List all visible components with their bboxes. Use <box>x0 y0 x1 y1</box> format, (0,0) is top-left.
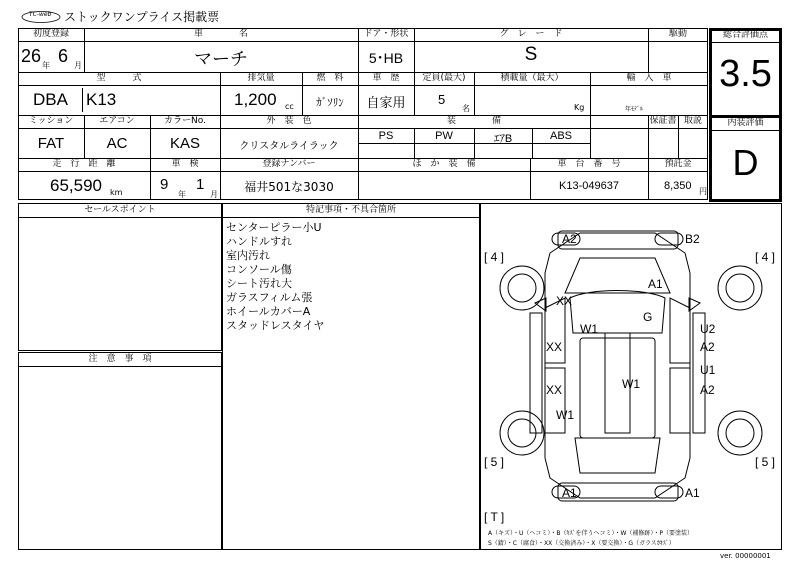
exterior-color: クリスタルライラック <box>239 141 339 152</box>
ac-label: エアコン <box>99 116 135 126</box>
fuel: ｶﾞｿﾘﾝ <box>316 96 344 109</box>
color-no-label: カラーNo. <box>164 116 206 126</box>
car-name: マーチ <box>194 49 248 70</box>
remark-item: ハンドルすれ <box>226 235 292 248</box>
damage-mark: U2 <box>700 322 716 336</box>
drive-label: 駆動 <box>668 29 687 39</box>
damage-mark: U1 <box>700 363 716 377</box>
equip-item: PS <box>378 130 394 142</box>
first-reg-year: 26 <box>21 46 42 66</box>
damage-mark: G <box>643 310 653 324</box>
interior-score: D <box>732 142 759 183</box>
remark-item: ホイールカバーA <box>226 305 311 318</box>
damage-mark: A1 <box>648 277 663 291</box>
overall-score: 3.5 <box>719 53 772 95</box>
displacement-label: 排気量 <box>247 73 275 83</box>
notes-box <box>18 352 222 550</box>
first-reg-label: 初度登録 <box>32 29 69 39</box>
inspection-label: 車 検 <box>171 159 199 169</box>
notes-label: 注 意 事 項 <box>88 354 152 364</box>
mission-label: ミッション <box>28 116 74 126</box>
legend-line: S（錆）・C（腐食）・XX（交換済み）・X（要交換）・G（ガラスｶｷｽﾞ） <box>488 540 675 547</box>
remark-item: コンソール傷 <box>226 263 292 276</box>
chassis-number: K13-049637 <box>559 180 619 192</box>
mileage-label: 走 行 距 離 <box>52 159 116 169</box>
vehicle-history: 自家用 <box>366 96 406 111</box>
other-equip-label: ほ か 装 備 <box>412 159 476 169</box>
door-shape: 5･HB <box>368 50 404 66</box>
legend-line: A（キズ）・U（ヘコミ）・B（ｷｽﾞを伴うヘコミ）・W（補修跡）・P（要塗装） <box>488 530 694 537</box>
grade: S <box>524 44 538 65</box>
equip-item: PW <box>435 130 453 142</box>
remarks-label: 特記事項・不具合箇所 <box>305 205 396 215</box>
remark-item: ガラスフィルム張 <box>226 291 313 304</box>
equip-item: ABS <box>549 130 572 142</box>
remark-item: シート汚れ大 <box>226 277 292 290</box>
damage-mark: W1 <box>622 377 640 391</box>
color-no: KAS <box>169 135 200 152</box>
tire-label: [ T ] <box>484 510 505 524</box>
inspection-year: 9 <box>160 176 169 193</box>
chassis-label: 車 台 番 号 <box>557 159 621 169</box>
interior-score-label: 内装評価 <box>727 118 764 128</box>
ext-color-label: 外 装 色 <box>266 116 312 126</box>
tire-label: [ 5 ] <box>484 455 505 469</box>
equipment-label: 装 備 <box>446 116 501 126</box>
page-title: ストックワンプライス掲載票 <box>64 10 220 24</box>
grade-label: グ レ ー ド <box>499 29 563 39</box>
overall-score-label: 総合評価点 <box>722 30 768 40</box>
mileage: 65,590 <box>50 176 102 195</box>
tire-label: [ 4 ] <box>755 250 776 264</box>
tire-label: [ 4 ] <box>484 250 505 264</box>
damage-mark: XX <box>546 340 563 354</box>
sales-point-label: セールスポイント <box>84 205 156 215</box>
deposit: 8,350 <box>664 180 692 192</box>
import-label: 輸 入 車 <box>626 73 672 83</box>
license-plate: 福井501な3030 <box>244 180 334 194</box>
damage-mark: A2 <box>700 340 715 354</box>
damage-mark: W1 <box>580 322 598 336</box>
damage-mark: W1 <box>556 408 574 422</box>
car-name-label: 車 名 <box>193 29 248 39</box>
remark-item: スタッドレスタイヤ <box>226 319 325 332</box>
load-label: 積載量（最大） <box>500 73 564 83</box>
damage-mark: A1 <box>562 486 577 500</box>
damage-mark: B2 <box>685 232 700 246</box>
damage-mark: A1 <box>685 486 700 500</box>
tire-label: [ 5 ] <box>755 455 776 469</box>
damage-mark: A2 <box>562 232 577 246</box>
mission: FAT <box>37 135 65 152</box>
equip-item: ｴｱB <box>493 133 513 145</box>
air-conditioner: AC <box>106 135 128 152</box>
damage-mark: XX <box>556 294 573 308</box>
logo: TC-web <box>20 9 62 23</box>
remark-item: センターピラー小U <box>226 221 322 234</box>
first-reg-month: 6 <box>58 46 69 66</box>
manual-label: 取説 <box>683 116 702 126</box>
model-code: K13 <box>86 90 117 109</box>
damage-mark: A2 <box>700 383 715 397</box>
plate-label: 登録ナンバー <box>262 159 316 169</box>
sales-point-box <box>18 203 222 351</box>
displacement: 1,200 <box>234 90 277 109</box>
history-label: 車 歴 <box>372 73 400 83</box>
door-label: ドア・形状 <box>363 29 409 39</box>
capacity: 5 <box>438 92 446 107</box>
version-label: ver. 00000001 <box>720 552 771 560</box>
inspection-month: 1 <box>196 176 205 193</box>
warranty-label: 保証書 <box>649 116 677 126</box>
model-prefix: DBA <box>33 90 68 109</box>
damage-mark: XX <box>546 383 563 397</box>
fuel-label: 燃 料 <box>316 73 344 83</box>
capacity-label: 定員(最大) <box>422 73 466 83</box>
model-label: 型 式 <box>96 73 142 83</box>
deposit-label: 預託金 <box>664 159 692 169</box>
remark-item: 室内汚れ <box>226 249 270 262</box>
remarks-list <box>226 221 324 333</box>
